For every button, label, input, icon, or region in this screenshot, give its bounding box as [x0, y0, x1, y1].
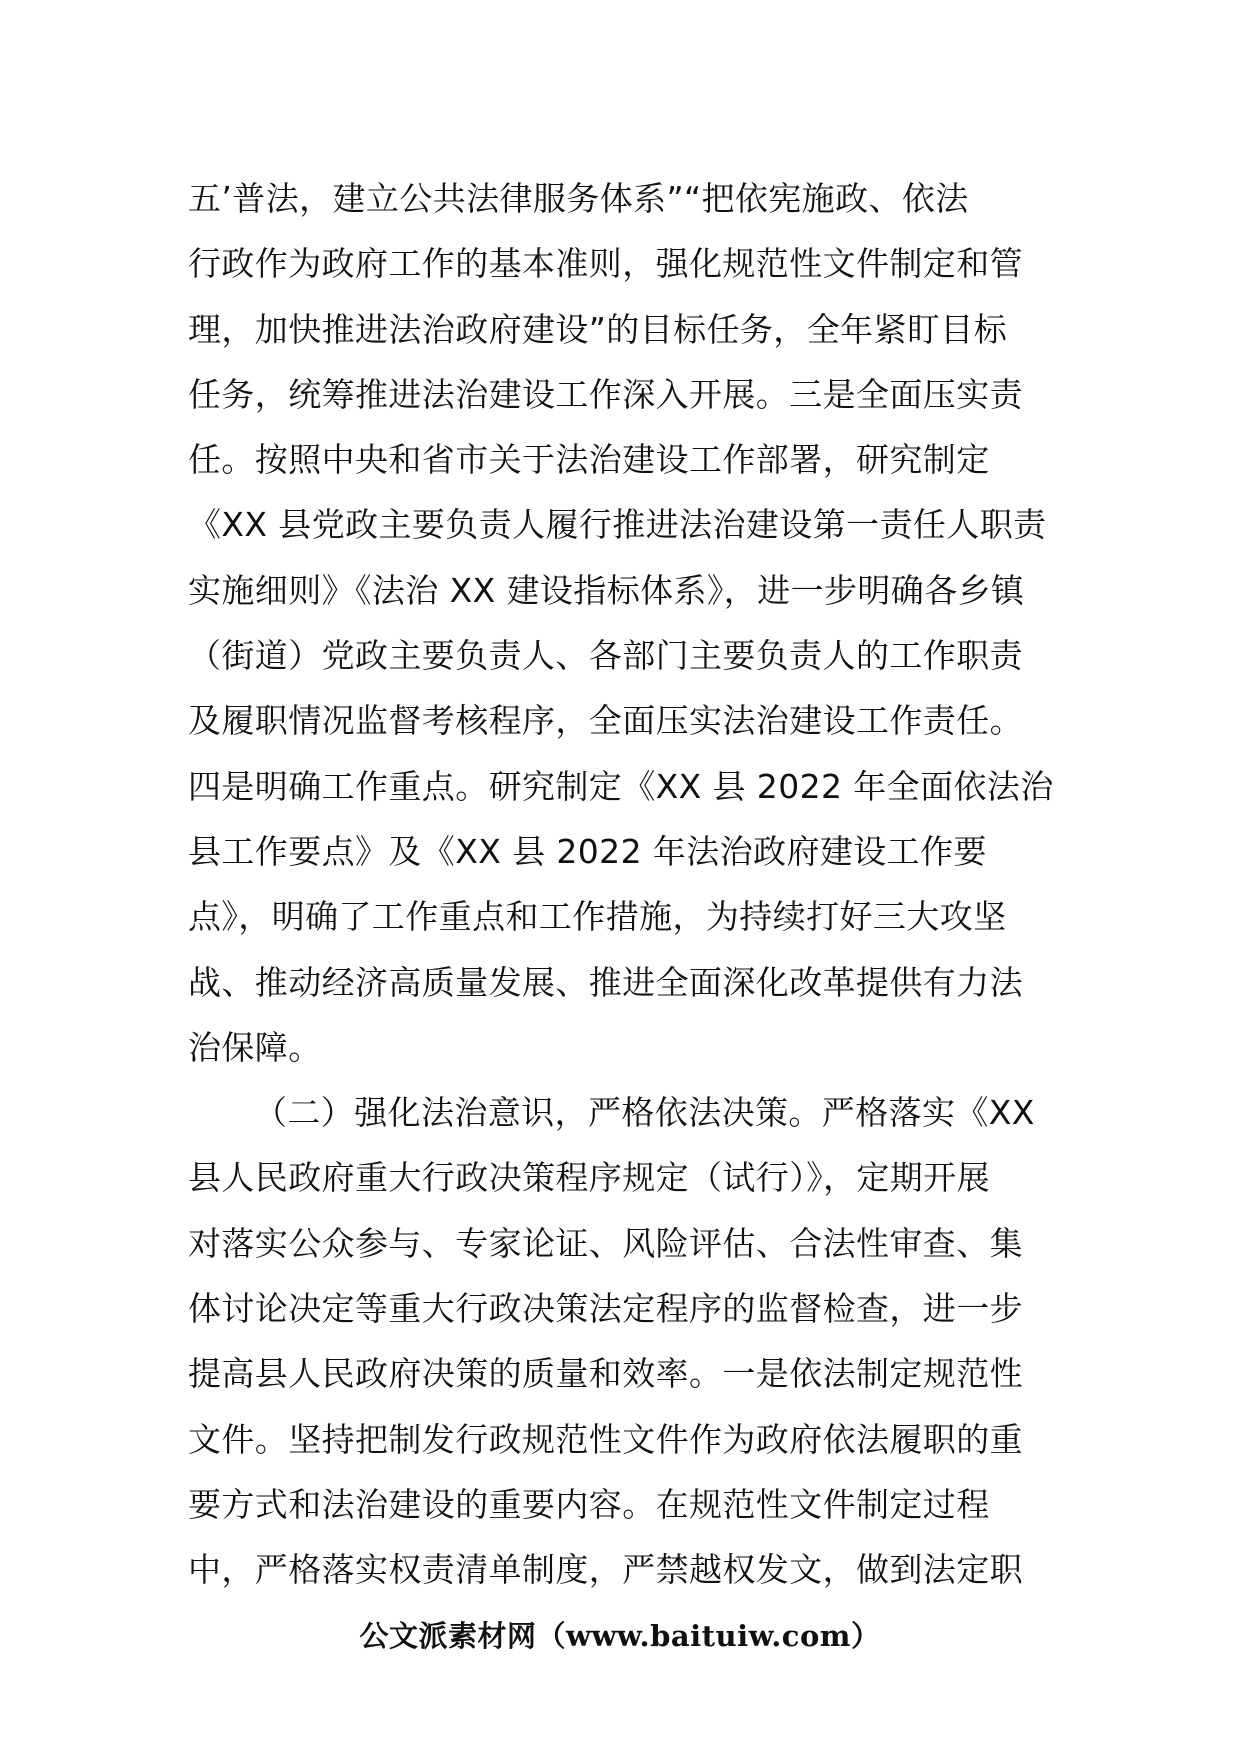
text-line: 实施细则》《法治 XX 建设指标体系》，进一步明确各乡镇: [188, 570, 1025, 610]
text-line: 要方式和法治建设的重要内容。在规范性文件制定过程: [188, 1484, 990, 1524]
paragraph-heading-line: （二）强化法治意识，严格依法决策。严格落实《XX: [254, 1093, 1035, 1133]
text-line: 对落实公众参与、专家论证、风险评估、合法性审查、集: [188, 1223, 1023, 1263]
text-line: 任。按照中央和省市关于法治建设工作部署，研究制定: [188, 440, 990, 480]
text-line: 《XX 县党政主要负责人履行推进法治建设第一责任人职责: [188, 505, 1047, 545]
text-line: 中，严格落实权责清单制度，严禁越权发文，做到法定职: [188, 1550, 1023, 1590]
text-line: 及履职情况监督考核程序，全面压实法治建设工作责任。: [188, 701, 1023, 741]
text-line: 四是明确工作重点。研究制定《XX 县 2022 年全面依法治: [188, 766, 1054, 806]
text-line: 文件。坚持把制发行政规范性文件作为政府依法履职的重: [188, 1419, 1023, 1459]
text-line: 点》，明确了工作重点和工作措施，为持续打好三大攻坚: [188, 897, 1007, 937]
text-line: 县工作要点》及《XX 县 2022 年法治政府建设工作要: [188, 831, 987, 871]
text-line: 行政作为政府工作的基本准则，强化规范性文件制定和管: [188, 244, 1023, 284]
text-line: 五’普法，建立公共法律服务体系”“把依宪施政、依法: [188, 179, 969, 218]
text-line: （街道）党政主要负责人、各部门主要负责人的工作职责: [188, 636, 1023, 676]
text-line: 县人民政府重大行政决策程序规定（试行）》，定期开展: [188, 1158, 990, 1198]
text-line: 提高县人民政府决策的质量和效率。一是依法制定规范性: [188, 1354, 1023, 1394]
document-body: [188, 166, 1058, 1603]
text-line: 体讨论决定等重大行政决策法定程序的监督检查，进一步: [188, 1289, 1023, 1329]
text-line: 理，加快推进法治政府建设”的目标任务，全年紧盯目标: [188, 309, 1008, 349]
text-line: 任务，统筹推进法治建设工作深入开展。三是全面压实责: [188, 374, 1023, 414]
text-line: 治保障。: [188, 1027, 322, 1067]
page-footer-watermark: 公文派素材网（www.baituiw.com）: [359, 1619, 881, 1653]
text-line: 战、推动经济高质量发展、推进全面深化改革提供有力法: [188, 962, 1023, 1002]
